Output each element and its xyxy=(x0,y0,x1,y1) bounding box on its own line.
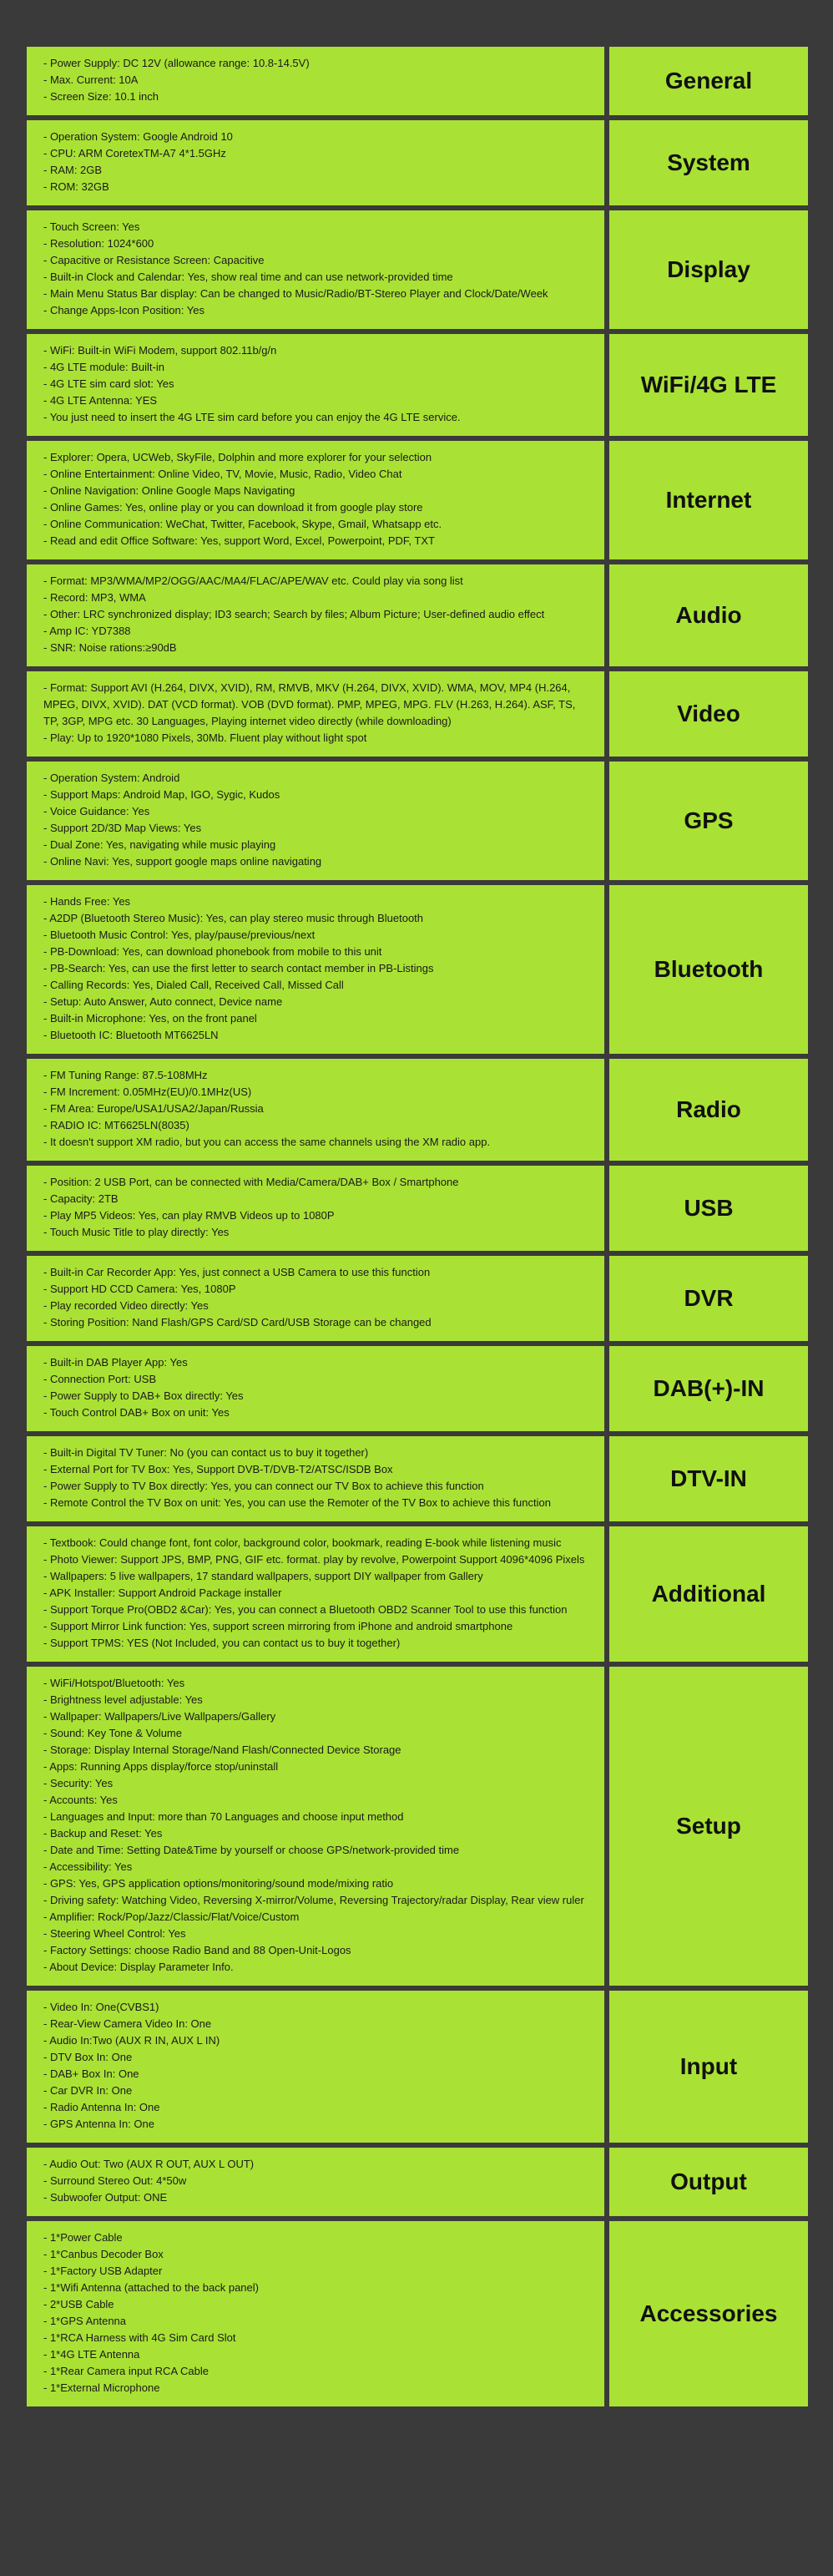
spec-line: - 1*RCA Harness with 4G Sim Card Slot xyxy=(43,2331,236,2344)
spec-category-cell xyxy=(609,47,808,115)
spec-line: - 1*Canbus Decoder Box xyxy=(43,2248,164,2260)
spec-details xyxy=(27,2148,604,2216)
spec-category-label: Display xyxy=(667,256,750,282)
spec-line: - Online Communication: WeChat, Twitter, Facebook, Skype, Gmail, Whatsapp etc. xyxy=(43,518,442,530)
spec-line: - PB-Download: Yes, can download phonebook from mobile to this unit xyxy=(43,945,382,958)
spec-row xyxy=(27,564,808,666)
spec-line: - 1*4G LTE Antenna xyxy=(43,2348,140,2361)
spec-row xyxy=(27,762,808,880)
spec-category-label: GPS xyxy=(684,807,734,833)
spec-details xyxy=(27,441,604,559)
spec-line: - Change Apps-Icon Position: Yes xyxy=(43,304,204,316)
spec-category-cell xyxy=(609,1059,808,1161)
spec-line: - Amplifier: Rock/Pop/Jazz/Classic/Flat/Voice/Custom xyxy=(43,1910,300,1923)
spec-category-label: Input xyxy=(679,2053,738,2079)
spec-line: - Online Navigation: Online Google Maps Navigating xyxy=(43,484,295,497)
spec-category-label: DVR xyxy=(684,1285,734,1311)
spec-row xyxy=(27,671,808,757)
spec-line: - Bluetooth Music Control: Yes, play/pause/previous/next xyxy=(43,929,316,941)
spec-row xyxy=(27,1436,808,1521)
spec-line: - Storage: Display Internal Storage/Nand Flash/Connected Device Storage xyxy=(43,1743,401,1756)
spec-details xyxy=(27,47,604,115)
spec-row xyxy=(27,885,808,1054)
spec-line: - Driving safety: Watching Video, Reversing X-mirror/Volume, Reversing Trajectory/radar Display, Rear view ruler xyxy=(43,1894,584,1906)
spec-line: - Online Navi: Yes, support google maps online navigating xyxy=(43,855,322,868)
spec-line: - Explorer: Opera, UCWeb, SkyFile, Dolphin and more explorer for your selection xyxy=(43,451,432,463)
spec-line: - WiFi/Hotspot/Bluetooth: Yes xyxy=(43,1677,185,1689)
spec-category-label: Internet xyxy=(665,487,752,513)
spec-details xyxy=(27,1346,604,1431)
spec-details xyxy=(27,1256,604,1341)
spec-line: - Storing Position: Nand Flash/GPS Card/SD Card/USB Storage can be changed xyxy=(43,1316,432,1328)
spec-category-label: Bluetooth xyxy=(654,956,764,982)
spec-category-cell xyxy=(609,1436,808,1521)
spec-category-label: Setup xyxy=(676,1813,741,1839)
spec-line: - FM Tuning Range: 87.5-108MHz xyxy=(43,1069,208,1081)
spec-category-cell xyxy=(609,1526,808,1662)
spec-line: - Wallpaper: Wallpapers/Live Wallpapers/Gallery xyxy=(43,1710,276,1723)
spec-line: - GPS Antenna In: One xyxy=(43,2118,154,2130)
spec-category-cell xyxy=(609,210,808,329)
spec-category-label: DTV-IN xyxy=(670,1465,747,1491)
spec-line: - Bluetooth IC: Bluetooth MT6625LN xyxy=(43,1029,219,1041)
spec-line: - Read and edit Office Software: Yes, support Word, Excel, Powerpoint, PDF, TXT xyxy=(43,534,435,547)
spec-line: - RAM: 2GB xyxy=(43,164,103,176)
spec-line: - Resolution: 1024*600 xyxy=(43,237,154,250)
spec-line: - Steering Wheel Control: Yes xyxy=(43,1927,186,1940)
spec-category-cell xyxy=(609,1667,808,1986)
spec-line: - Wallpapers: 5 live wallpapers, 17 standard wallpapers, support DIY wallpaper from Gallery xyxy=(43,1570,483,1582)
spec-category-cell xyxy=(609,1256,808,1341)
spec-details xyxy=(27,120,604,205)
spec-line: - Languages and Input: more than 70 Languages and choose input method xyxy=(43,1810,404,1823)
spec-row xyxy=(27,210,808,329)
spec-line: - Built-in Microphone: Yes, on the front panel xyxy=(43,1012,257,1025)
spec-line: - Play: Up to 1920*1080 Pixels, 30Mb. Fluent play without light spot xyxy=(43,731,367,744)
spec-category-label: Video xyxy=(677,701,740,726)
spec-line: - Subwoofer Output: ONE xyxy=(43,2191,168,2204)
spec-row xyxy=(27,1059,808,1161)
spec-details xyxy=(27,210,604,329)
spec-line: - Accounts: Yes xyxy=(43,1794,118,1806)
spec-line: - Setup: Auto Answer, Auto connect, Device name xyxy=(43,995,283,1008)
spec-line: - PB-Search: Yes, can use the first letter to search contact member in PB-Listings xyxy=(43,962,434,974)
spec-line: - Audio Out: Two (AUX R OUT, AUX L OUT) xyxy=(43,2158,255,2170)
spec-category-label: System xyxy=(667,149,750,175)
spec-line: - Built-in Digital TV Tuner: No (you can contact us to buy it together) xyxy=(43,1446,369,1459)
spec-line: - Support Torque Pro(OBD2 &Car): Yes, you can connect a Bluetooth OBD2 Scanner Tool to use this function xyxy=(43,1603,568,1616)
spec-line: - Capacitive or Resistance Screen: Capacitive xyxy=(43,254,265,266)
spec-line: - Capacity: 2TB xyxy=(43,1192,119,1205)
spec-line: - DAB+ Box In: One xyxy=(43,2067,139,2080)
spec-category-label: USB xyxy=(684,1195,734,1221)
spec-category-label: General xyxy=(664,68,753,94)
spec-category-cell xyxy=(609,2221,808,2406)
spec-line: - 4G LTE module: Built-in xyxy=(43,361,164,373)
spec-line: - CPU: ARM CoretexTM-A7 4*1.5GHz xyxy=(43,147,226,159)
spec-row xyxy=(27,120,808,205)
spec-line: - SNR: Noise rations:≥90dB xyxy=(43,641,177,654)
spec-category-cell xyxy=(609,1346,808,1431)
spec-line: - FM Increment: 0.05MHz(EU)/0.1MHz(US) xyxy=(43,1086,252,1098)
spec-row xyxy=(27,47,808,115)
spec-line: - 1*Wifi Antenna (attached to the back panel) xyxy=(43,2281,259,2294)
spec-row xyxy=(27,1991,808,2143)
spec-row xyxy=(27,1526,808,1662)
spec-line: - Other: LRC synchronized display; ID3 search; Search by files; Album Picture; User-defined audio effect xyxy=(43,608,545,620)
spec-line: - Date and Time: Setting Date&Time by yourself or choose GPS/network-provided time xyxy=(43,1844,460,1856)
spec-line: - Apps: Running Apps display/force stop/uninstall xyxy=(43,1760,279,1773)
spec-row xyxy=(27,441,808,559)
spec-line: - Play MP5 Videos: Yes, can play RMVB Videos up to 1080P xyxy=(43,1209,335,1222)
spec-line: - Audio In:Two (AUX R IN, AUX L IN) xyxy=(43,2034,220,2047)
spec-line: - 2*USB Cable xyxy=(43,2298,114,2310)
spec-category-label: Audio xyxy=(675,602,742,628)
spec-line: - 4G LTE Antenna: YES xyxy=(43,394,158,407)
spec-details xyxy=(27,334,604,436)
spec-line: - Touch Screen: Yes xyxy=(43,220,140,233)
spec-row xyxy=(27,1256,808,1341)
spec-details xyxy=(27,1667,604,1986)
spec-details xyxy=(27,885,604,1054)
spec-line: - Support HD CCD Camera: Yes, 1080P xyxy=(43,1283,236,1295)
spec-line: - Operation System: Google Android 10 xyxy=(43,130,233,143)
spec-category-cell xyxy=(609,334,808,436)
spec-line: - Amp IC: YD7388 xyxy=(43,625,131,637)
spec-line: - Photo Viewer: Support JPS, BMP, PNG, GIF etc. format. play by revolve, Powerpoint Support 4096*4096 Pixels xyxy=(43,1553,585,1566)
spec-row xyxy=(27,1667,808,1986)
spec-details xyxy=(27,1166,604,1251)
spec-line: - Touch Control DAB+ Box on unit: Yes xyxy=(43,1406,230,1419)
spec-line: - Built-in Clock and Calendar: Yes, show real time and can use network-provided time xyxy=(43,271,453,283)
spec-row xyxy=(27,2221,808,2406)
spec-line: - GPS: Yes, GPS application options/monitoring/sound mode/mixing ratio xyxy=(43,1877,394,1890)
spec-line: - Play recorded Video directly: Yes xyxy=(43,1299,209,1312)
spec-line: - Brightness level adjustable: Yes xyxy=(43,1693,203,1706)
spec-table xyxy=(27,47,808,2412)
spec-line: - APK Installer: Support Android Package installer xyxy=(43,1587,282,1599)
spec-details xyxy=(27,1526,604,1662)
spec-line: - DTV Box In: One xyxy=(43,2051,133,2063)
spec-line: - Max. Current: 10A xyxy=(43,73,139,86)
spec-details xyxy=(27,671,604,757)
spec-line: - You just need to insert the 4G LTE sim card before you can enjoy the 4G LTE service. xyxy=(43,411,461,423)
spec-line: - Factory Settings: choose Radio Band and 88 Open-Unit-Logos xyxy=(43,1944,351,1956)
spec-line: - Textbook: Could change font, font color, background color, bookmark, reading E-book while listening music xyxy=(43,1536,562,1549)
spec-category-label: Additional xyxy=(651,1581,766,1607)
spec-line: - Rear-View Camera Video In: One xyxy=(43,2017,212,2030)
spec-line: - 1*Power Cable xyxy=(43,2231,123,2244)
spec-line: - Sound: Key Tone & Volume xyxy=(43,1727,182,1739)
spec-category-cell xyxy=(609,2148,808,2216)
spec-line: - Support Maps: Android Map, IGO, Sygic, Kudos xyxy=(43,788,280,801)
spec-line: - About Device: Display Parameter Info. xyxy=(43,1961,234,1973)
spec-line: - External Port for TV Box: Yes, Support DVB-T/DVB-T2/ATSC/ISDB Box xyxy=(43,1463,393,1475)
spec-line: - Backup and Reset: Yes xyxy=(43,1827,163,1840)
spec-line: - Video In: One(CVBS1) xyxy=(43,2001,159,2013)
spec-row xyxy=(27,1166,808,1251)
spec-line: - Online Games: Yes, online play or you can download it from google play store xyxy=(43,501,423,514)
spec-category-cell xyxy=(609,885,808,1054)
spec-line: - Calling Records: Yes, Dialed Call, Received Call, Missed Call xyxy=(43,979,344,991)
spec-line: - Screen Size: 10.1 inch xyxy=(43,90,159,103)
spec-category-cell xyxy=(609,441,808,559)
spec-line: - 1*External Microphone xyxy=(43,2381,160,2394)
spec-line: - FM Area: Europe/USA1/USA2/Japan/Russia xyxy=(43,1102,264,1115)
spec-line: - Hands Free: Yes xyxy=(43,895,131,908)
spec-line: - Voice Guidance: Yes xyxy=(43,805,150,817)
spec-line: - Built-in DAB Player App: Yes xyxy=(43,1356,188,1369)
spec-line: - RADIO IC: MT6625LN(8035) xyxy=(43,1119,189,1131)
spec-line: - Main Menu Status Bar display: Can be changed to Music/Radio/BT-Stereo Player and Clock/Date/Week xyxy=(43,287,548,300)
spec-category-cell xyxy=(609,671,808,757)
spec-details xyxy=(27,1991,604,2143)
spec-line: - Online Entertainment: Online Video, TV, Movie, Music, Radio, Video Chat xyxy=(43,468,402,480)
spec-category-cell xyxy=(609,762,808,880)
spec-line: - Surround Stereo Out: 4*50w xyxy=(43,2174,187,2187)
spec-line: - It doesn't support XM radio, but you can access the same channels using the XM radio app. xyxy=(43,1136,491,1148)
spec-category-label: Accessories xyxy=(639,2300,778,2326)
spec-line: - Format: Support AVI (H.264, DIVX, XVID), RM, RMVB, MKV (H.264, DIVX, XVID). WMA, MOV, MP4 (H.264, MPEG, DIVX, XVID). DAT (VCD format). VOB (DVD format). PMP, MPEG, MPG. FLV (H.263, H.264). ASF, TS, TP, 3GP, MPG etc. 30 Languages, Playing internet video directly (while downloading) xyxy=(43,681,576,727)
spec-line: - Support Mirror Link function: Yes, support screen mirroring from iPhone and android smartphone xyxy=(43,1620,513,1632)
spec-category-cell xyxy=(609,1991,808,2143)
spec-line: - Dual Zone: Yes, navigating while music playing xyxy=(43,838,276,851)
spec-line: - 4G LTE sim card slot: Yes xyxy=(43,377,174,390)
spec-details xyxy=(27,1059,604,1161)
spec-line: - Position: 2 USB Port, can be connected with Media/Camera/DAB+ Box / Smartphone xyxy=(43,1176,459,1188)
spec-line: - Support 2D/3D Map Views: Yes xyxy=(43,822,202,834)
spec-line: - Support TPMS: YES (Not Included, you can contact us to buy it together) xyxy=(43,1637,401,1649)
spec-line: - ROM: 32GB xyxy=(43,180,109,193)
spec-line: - Format: MP3/WMA/MP2/OGG/AAC/MA4/FLAC/APE/WAV etc. Could play via song list xyxy=(43,574,463,587)
spec-line: - Built-in Car Recorder App: Yes, just connect a USB Camera to use this function xyxy=(43,1266,431,1278)
spec-line: - WiFi: Built-in WiFi Modem, support 802.11b/g/n xyxy=(43,344,277,357)
spec-category-label: DAB(+)-IN xyxy=(653,1375,765,1401)
spec-row xyxy=(27,1346,808,1431)
spec-category-label: Output xyxy=(670,2169,747,2194)
spec-row xyxy=(27,2148,808,2216)
spec-line: - Security: Yes xyxy=(43,1777,114,1789)
spec-line: - Power Supply to TV Box directly: Yes, you can connect our TV Box to achieve this function xyxy=(43,1480,484,1492)
spec-category-cell xyxy=(609,1166,808,1251)
spec-row xyxy=(27,334,808,436)
spec-line: - Accessibility: Yes xyxy=(43,1860,133,1873)
spec-line: - A2DP (Bluetooth Stereo Music): Yes, can play stereo music through Bluetooth xyxy=(43,912,424,924)
spec-line: - Remote Control the TV Box on unit: Yes, you can use the Remoter of the TV Box to achieve this function xyxy=(43,1496,551,1509)
spec-category-cell xyxy=(609,564,808,666)
spec-line: - Operation System: Android xyxy=(43,772,180,784)
spec-line: - 1*GPS Antenna xyxy=(43,2315,127,2327)
spec-line: - Car DVR In: One xyxy=(43,2084,133,2097)
spec-line: - Power Supply: DC 12V (allowance range: 10.8-14.5V) xyxy=(43,57,310,69)
spec-details xyxy=(27,564,604,666)
spec-category-cell xyxy=(609,120,808,205)
spec-line: - Touch Music Title to play directly: Yes xyxy=(43,1226,230,1238)
spec-details xyxy=(27,1436,604,1521)
spec-details xyxy=(27,2221,604,2406)
spec-line: - Radio Antenna In: One xyxy=(43,2101,160,2113)
spec-category-label: Radio xyxy=(676,1096,741,1122)
spec-line: - Power Supply to DAB+ Box directly: Yes xyxy=(43,1389,244,1402)
spec-line: - Connection Port: USB xyxy=(43,1373,157,1385)
spec-line: - 1*Rear Camera input RCA Cable xyxy=(43,2365,209,2377)
spec-line: - Record: MP3, WMA xyxy=(43,591,146,604)
spec-category-label: WiFi/4G LTE xyxy=(640,372,777,397)
spec-line: - 1*Factory USB Adapter xyxy=(43,2265,163,2277)
spec-details xyxy=(27,762,604,880)
